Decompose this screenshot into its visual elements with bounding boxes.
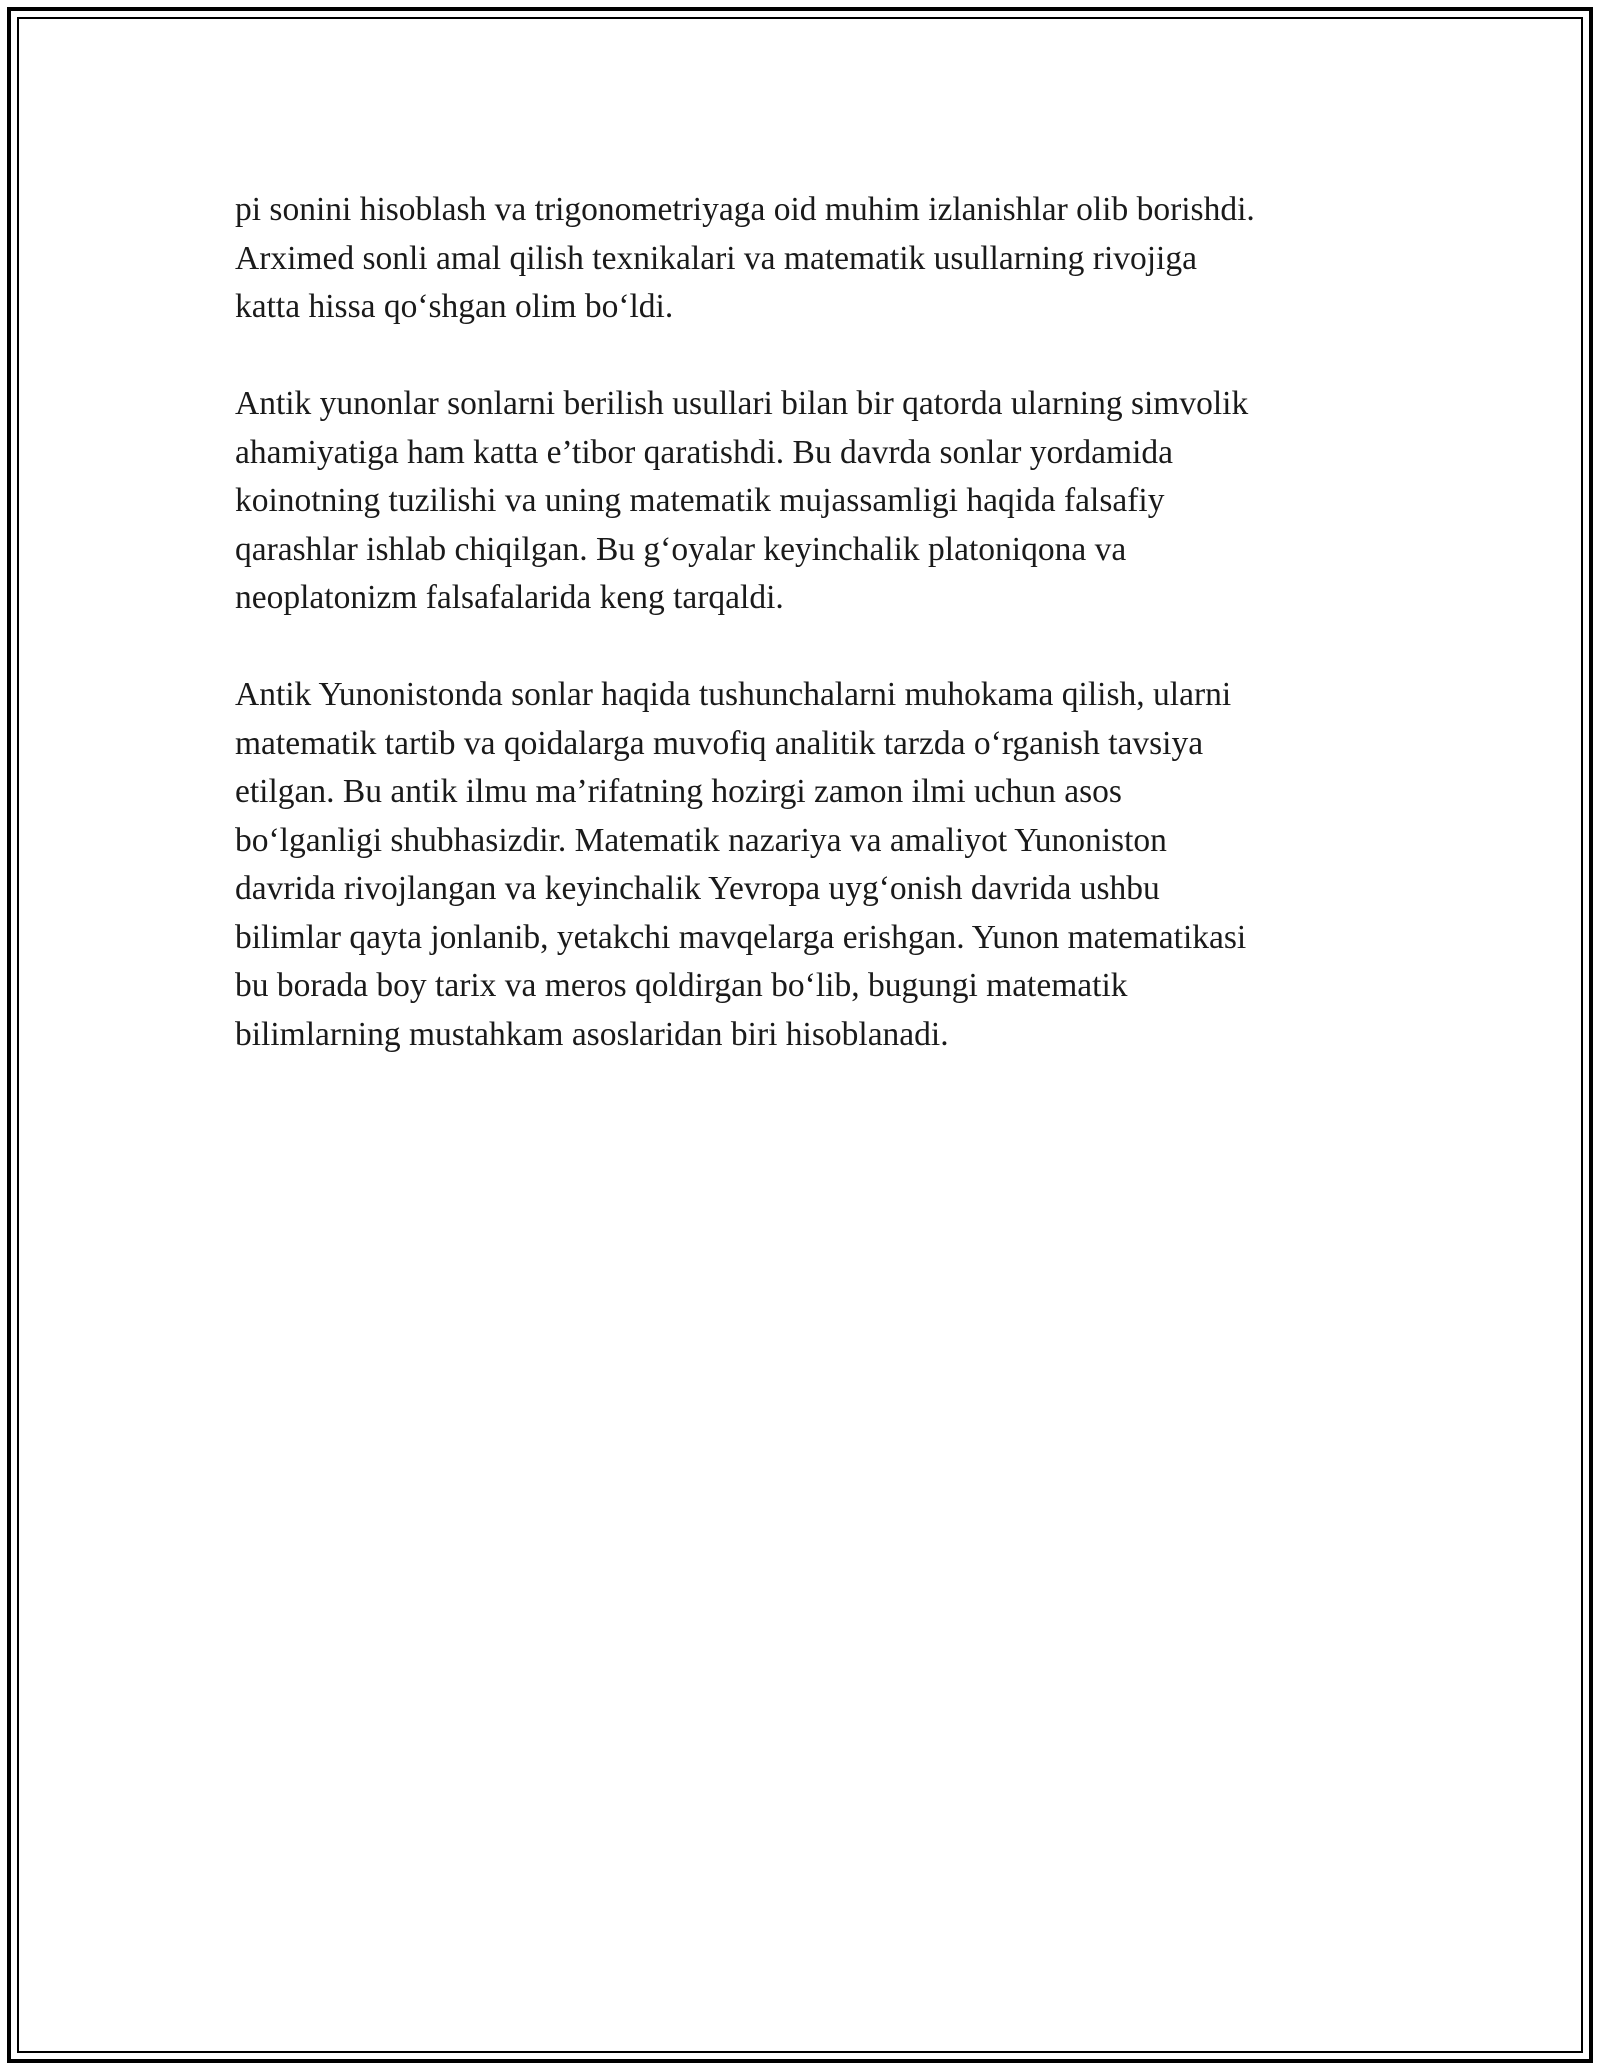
- document-body: [235, 186, 1380, 1108]
- paragraph-1: pi sonini hisoblash va trigonometriyaga oid muhim izlanishlar olib borishdi. Arximed sonli amal qilish texnikalari va matematik usullarning rivojiga katta hissa qo‘shgan olim bo‘ldi.: [235, 191, 1255, 325]
- paragraph-3: Antik Yunonistonda sonlar haqida tushunchalarni muhokama qilish, ularni matematik tartib va qoidalarga muvofiq analitik tarzda o‘rganish tavsiya etilgan. Bu antik ilmu ma’rifatning hozirgi zamon ilmi uchun asos bo‘lganligi shubhasizdir. Matematik nazariya va amaliyot Yunoniston davrida rivojlangan va keyinchalik Yevropa uyg‘onish davrida ushbu bilimlar qayta jonlanib, yetakchi mavqelarga erishgan. Yunon matematikasi bu borada boy tarix va meros qoldirgan bo‘lib, bugungi matematik bilimlarning mustahkam asoslaridan biri hisoblanadi.: [235, 676, 1247, 1053]
- paragraph-2: Antik yunonlar sonlarni berilish usullari bilan bir qatorda ularning simvolik ahamiyatiga ham katta e’tibor qaratishdi. Bu davrda sonlar yordamida koinotning tuzilishi va uning matematik mujassamligi haqida falsafiy qarashlar ishlab chiqilgan. Bu g‘oyalar keyinchalik platoniqona va neoplatonizm falsafalarida keng tarqaldi.: [235, 385, 1249, 616]
